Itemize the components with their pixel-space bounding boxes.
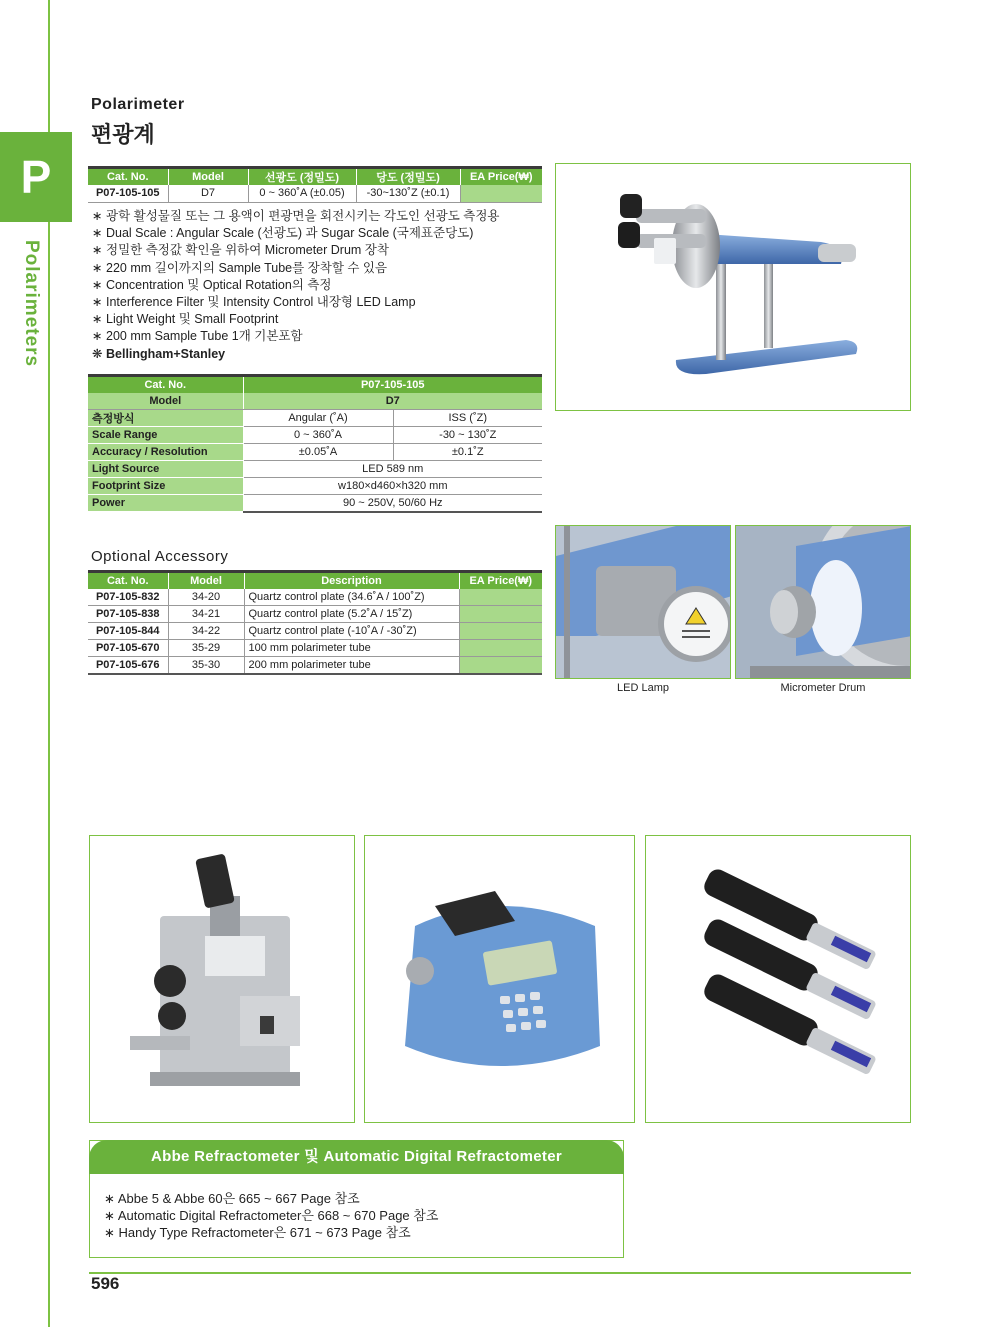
acc-cat-no: P07-105-844 (88, 623, 168, 640)
table-row (88, 410, 542, 427)
micrometer-drum-caption: Micrometer Drum (780, 682, 866, 694)
list-item-text: Dual Scale : Angular Scale (선광도) 과 Sugar Scale (국제표준당도) (106, 226, 474, 241)
list-item (92, 294, 500, 311)
header-price: EA Price(₩) (460, 168, 542, 186)
bullet-icon: ∗ (92, 295, 103, 310)
spec-cell: 90 ~ 250V, 50/60 Hz (243, 495, 542, 512)
table-row (88, 427, 542, 444)
section-letter: P (20, 151, 52, 203)
led-lamp-illustration (556, 526, 731, 679)
acc-cat-no: P07-105-838 (88, 606, 168, 623)
list-item (92, 277, 500, 294)
micrometer-drum-illustration (736, 526, 911, 679)
led-lamp-caption: LED Lamp (617, 682, 669, 694)
spec-cell: ±0.1˚Z (393, 444, 542, 461)
spec-row-label: Accuracy / Resolution (88, 444, 243, 461)
acc-price (459, 640, 542, 657)
table-row (88, 657, 542, 674)
spec-cell: 0 ~ 360˚A (243, 427, 393, 444)
table-row (88, 478, 542, 495)
polarimeter-image (555, 163, 911, 411)
acc-price (459, 589, 542, 606)
acc-description: 100 mm polarimeter tube (244, 640, 459, 657)
header-sugar: 당도 (정밀도) (356, 168, 460, 186)
bullet-icon: ∗ (104, 1191, 115, 1206)
list-item-text: Interference Filter 및 Intensity Control 내장형 LED Lamp (106, 295, 416, 310)
bullet-icon: ∗ (92, 209, 103, 223)
refractometer-reference-title: Abbe Refractometer 및 Automatic Digital Refractometer (89, 1140, 624, 1174)
cell-cat-no: P07-105-105 (88, 185, 168, 202)
acc-cat-no: P07-105-670 (88, 640, 168, 657)
cell-price (460, 185, 542, 202)
accessory-title: Optional Accessory (91, 548, 229, 565)
spec-cat-label: Cat. No. (88, 376, 243, 393)
abbe-refractometer-illustration (90, 836, 355, 1123)
acc-model: 35-30 (168, 657, 244, 674)
spec-model-label: Model (88, 393, 243, 410)
bullet-icon: ∗ (104, 1208, 115, 1223)
list-item-text: 정밀한 측정값 확인을 위하여 Micrometer Drum 장착 (106, 243, 389, 258)
header-optical-rotation: 선광도 (정밀도) (248, 168, 356, 186)
list-item-text: Concentration 및 Optical Rotation의 측정 (106, 277, 332, 292)
acc-description: 200 mm polarimeter tube (244, 657, 459, 674)
spec-model-value: D7 (243, 393, 542, 410)
brand-name: Bellingham+Stanley (106, 346, 226, 361)
acc-header-description: Description (244, 572, 459, 589)
spec-cell: LED 589 nm (243, 461, 542, 478)
bullet-icon: ∗ (92, 226, 103, 241)
acc-model: 34-20 (168, 589, 244, 606)
footer-divider (89, 1272, 911, 1274)
table-row (88, 185, 542, 202)
list-item-text: Handy Type Refractometer은 671 ~ 673 Page 참조 (118, 1225, 411, 1240)
spec-cell: ISS (˚Z) (393, 410, 542, 427)
spec-row-label: 측정방식 (88, 410, 243, 427)
acc-cat-no: P07-105-832 (88, 589, 168, 606)
bullet-icon: ∗ (92, 260, 103, 275)
bullet-icon: ∗ (92, 329, 103, 344)
list-item-text: Light Weight 및 Small Footprint (106, 312, 279, 327)
header-model: Model (168, 168, 248, 186)
brand-icon: ❋ (92, 346, 103, 361)
acc-model: 35-29 (168, 640, 244, 657)
header-cat-no: Cat. No. (88, 168, 168, 186)
acc-header-price: EA Price(₩) (459, 572, 542, 589)
list-item-text: 광학 활성물질 또는 그 용액이 편광면을 회전시키는 각도인 선광도 측정용 (106, 209, 500, 223)
spec-cell: -30 ~ 130˚Z (393, 427, 542, 444)
table-row (88, 623, 542, 640)
product-table (88, 166, 542, 203)
acc-header-model: Model (168, 572, 244, 589)
bullet-icon: ∗ (92, 243, 103, 258)
handy-refractometer-image (645, 835, 911, 1123)
section-tab (0, 132, 72, 222)
acc-description: Quartz control plate (-10˚A / -30˚Z) (244, 623, 459, 640)
spec-row-label: Power (88, 495, 243, 512)
list-item (104, 1224, 438, 1241)
spec-cell: Angular (˚A) (243, 410, 393, 427)
acc-price (459, 623, 542, 640)
page-title-en: Polarimeter (91, 96, 185, 113)
table-row (88, 606, 542, 623)
cell-optical-rotation: 0 ~ 360˚A (±0.05) (248, 185, 356, 202)
list-item (104, 1207, 438, 1224)
brand-item (92, 346, 500, 363)
bullet-icon: ∗ (104, 1225, 115, 1240)
handy-refractometer-illustration (646, 836, 911, 1123)
page-number: 596 (91, 1274, 120, 1293)
list-item (92, 208, 500, 225)
digital-refractometer-illustration (365, 836, 635, 1123)
list-item (92, 311, 500, 328)
list-item-text: 200 mm Sample Tube 1개 기본포함 (106, 329, 303, 344)
bullet-icon: ∗ (92, 277, 103, 292)
led-lamp-image (555, 525, 731, 679)
spec-row-label: Light Source (88, 461, 243, 478)
acc-cat-no: P07-105-676 (88, 657, 168, 674)
page-title-ko: 편광계 (91, 122, 155, 147)
table-row (88, 461, 542, 478)
list-item (92, 225, 500, 242)
list-item-text: Automatic Digital Refractometer은 668 ~ 670 Page 참조 (117, 1208, 439, 1223)
acc-price (459, 606, 542, 623)
abbe-refractometer-image (89, 835, 355, 1123)
spec-row-label: Footprint Size (88, 478, 243, 495)
list-item (104, 1190, 438, 1207)
spec-table (88, 374, 542, 513)
list-item (92, 328, 500, 345)
cell-model: D7 (168, 185, 248, 202)
micrometer-drum-image (735, 525, 911, 679)
list-item (92, 242, 500, 259)
acc-model: 34-21 (168, 606, 244, 623)
list-item-text: Abbe 5 & Abbe 60은 665 ~ 667 Page 참조 (117, 1191, 360, 1206)
table-row (88, 495, 542, 512)
feature-list (92, 208, 500, 363)
refractometer-reference-list (104, 1190, 438, 1241)
table-row (88, 640, 542, 657)
list-item (92, 260, 500, 277)
accessory-table (88, 570, 542, 675)
table-row (88, 589, 542, 606)
spec-row-label: Scale Range (88, 427, 243, 444)
spec-cell: w180×d460×h320 mm (243, 478, 542, 495)
bullet-icon: ∗ (92, 312, 103, 327)
digital-refractometer-image (364, 835, 635, 1123)
acc-model: 34-22 (168, 623, 244, 640)
spec-cat-value: P07-105-105 (243, 376, 542, 393)
polarimeter-illustration (556, 164, 911, 411)
acc-header-cat-no: Cat. No. (88, 572, 168, 589)
spec-cell: ±0.05˚A (243, 444, 393, 461)
cell-sugar: -30~130˚Z (±0.1) (356, 185, 460, 202)
section-vertical-label: Polarimeters (21, 240, 42, 368)
acc-description: Quartz control plate (34.6˚A / 100˚Z) (244, 589, 459, 606)
list-item-text: 220 mm 길이까지의 Sample Tube를 장착할 수 있음 (106, 260, 388, 275)
acc-price (459, 657, 542, 674)
table-row (88, 444, 542, 461)
acc-description: Quartz control plate (5.2˚A / 15˚Z) (244, 606, 459, 623)
